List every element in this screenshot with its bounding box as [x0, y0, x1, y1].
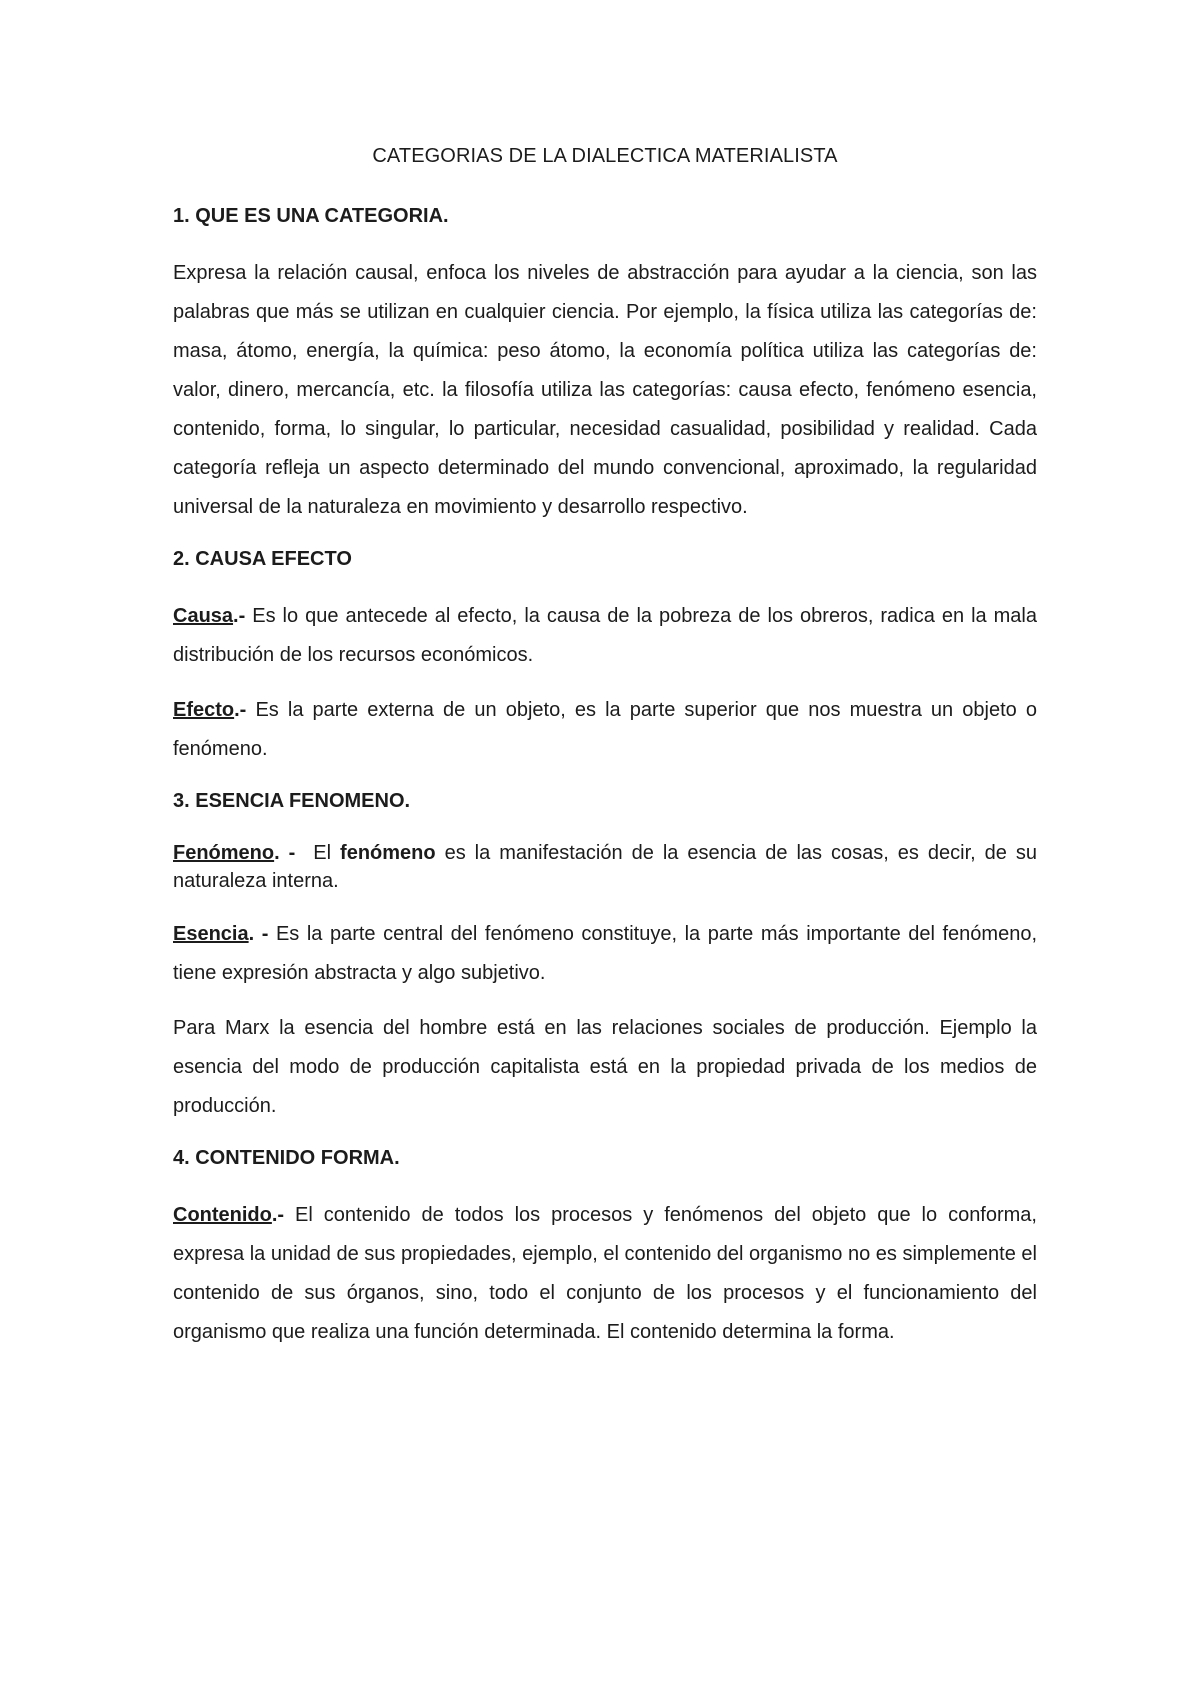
term-separator: . -: [248, 923, 269, 945]
bold-word-fenomeno: fenómeno: [340, 842, 436, 864]
document-body: [173, 140, 1037, 1368]
term-fenomeno: Fenómeno: [173, 842, 275, 864]
term-causa: Causa: [173, 605, 234, 627]
paragraph-contenido: [173, 1196, 1037, 1352]
paragraph-marx: Para Marx la esencia del hombre está en las relaciones sociales de producción. Ejemplo la esencia del modo de producción capitalista está en la propiedad privada de los medios de producción.: [173, 1017, 1037, 1117]
term-separator: . -: [274, 842, 296, 864]
paragraph-fenomeno: [173, 839, 1037, 895]
section-heading-3: 3. ESENCIA FENOMENO.: [173, 790, 411, 812]
term-separator: .-: [271, 1204, 285, 1226]
paragraph-causa: [173, 597, 1037, 675]
paragraph-que-es-categoria: Expresa la relación causal, enfoca los niveles de abstracción para ayudar a la ciencia, son las palabras que más se utilizan en cualquier ciencia. Por ejemplo, la física utiliza las categorías de: masa, átomo, energía, la química: peso átomo, la economía política utiliza las categorías de: valor, dinero, mercancía, etc. la filosofía utiliza las categorías: causa efecto, fenómeno esencia, contenido, forma, lo singular, lo particular, necesidad casualidad, posibilidad y realidad. Cada categoría refleja un aspecto determinado del mundo convencional, aproximado, la regularidad universal de la naturaleza en movimiento y desarrollo respectivo.: [173, 262, 1037, 518]
definition-fenomeno-lead: El: [295, 842, 341, 864]
document-title: CATEGORIAS DE LA DIALECTICA MATERIALISTA: [372, 145, 838, 167]
section-heading-2: 2. CAUSA EFECTO: [173, 548, 352, 570]
section-heading-4: 4. CONTENIDO FORMA.: [173, 1147, 400, 1169]
definition-esencia: Es la parte central del fenómeno constituye, la parte más importante del fenómeno, tiene expresión abstracta y algo subjetivo.: [173, 923, 1037, 984]
definition-fenomeno: es la manifestación de la esencia de las cosas, es decir, de su naturaleza interna.: [173, 842, 1038, 892]
term-contenido: Contenido: [173, 1204, 272, 1226]
term-separator: .-: [233, 605, 246, 627]
section-heading-1: 1. QUE ES UNA CATEGORIA.: [173, 205, 449, 227]
definition-causa: Es lo que antecede al efecto, la causa de la pobreza de los obreros, radica en la mala distribución de los recursos económicos.: [173, 605, 1037, 666]
paragraph-efecto: [173, 691, 1037, 769]
term-esencia: Esencia: [173, 923, 249, 945]
definition-contenido: El contenido de todos los procesos y fenómenos del objeto que lo conforma, expresa la unidad de sus propiedades, ejemplo, el contenido del organismo no es simplemente el contenido de sus órganos, sino, todo el conjunto de los procesos y el funcionamiento del organismo que realiza una función determinada. El contenido determina la forma.: [173, 1204, 1037, 1343]
term-efecto: Efecto: [173, 699, 235, 721]
term-separator: .-: [234, 699, 247, 721]
definition-efecto: Es la parte externa de un objeto, es la parte superior que nos muestra un objeto o fenómeno.: [173, 699, 1037, 760]
paragraph-esencia: [173, 915, 1037, 993]
